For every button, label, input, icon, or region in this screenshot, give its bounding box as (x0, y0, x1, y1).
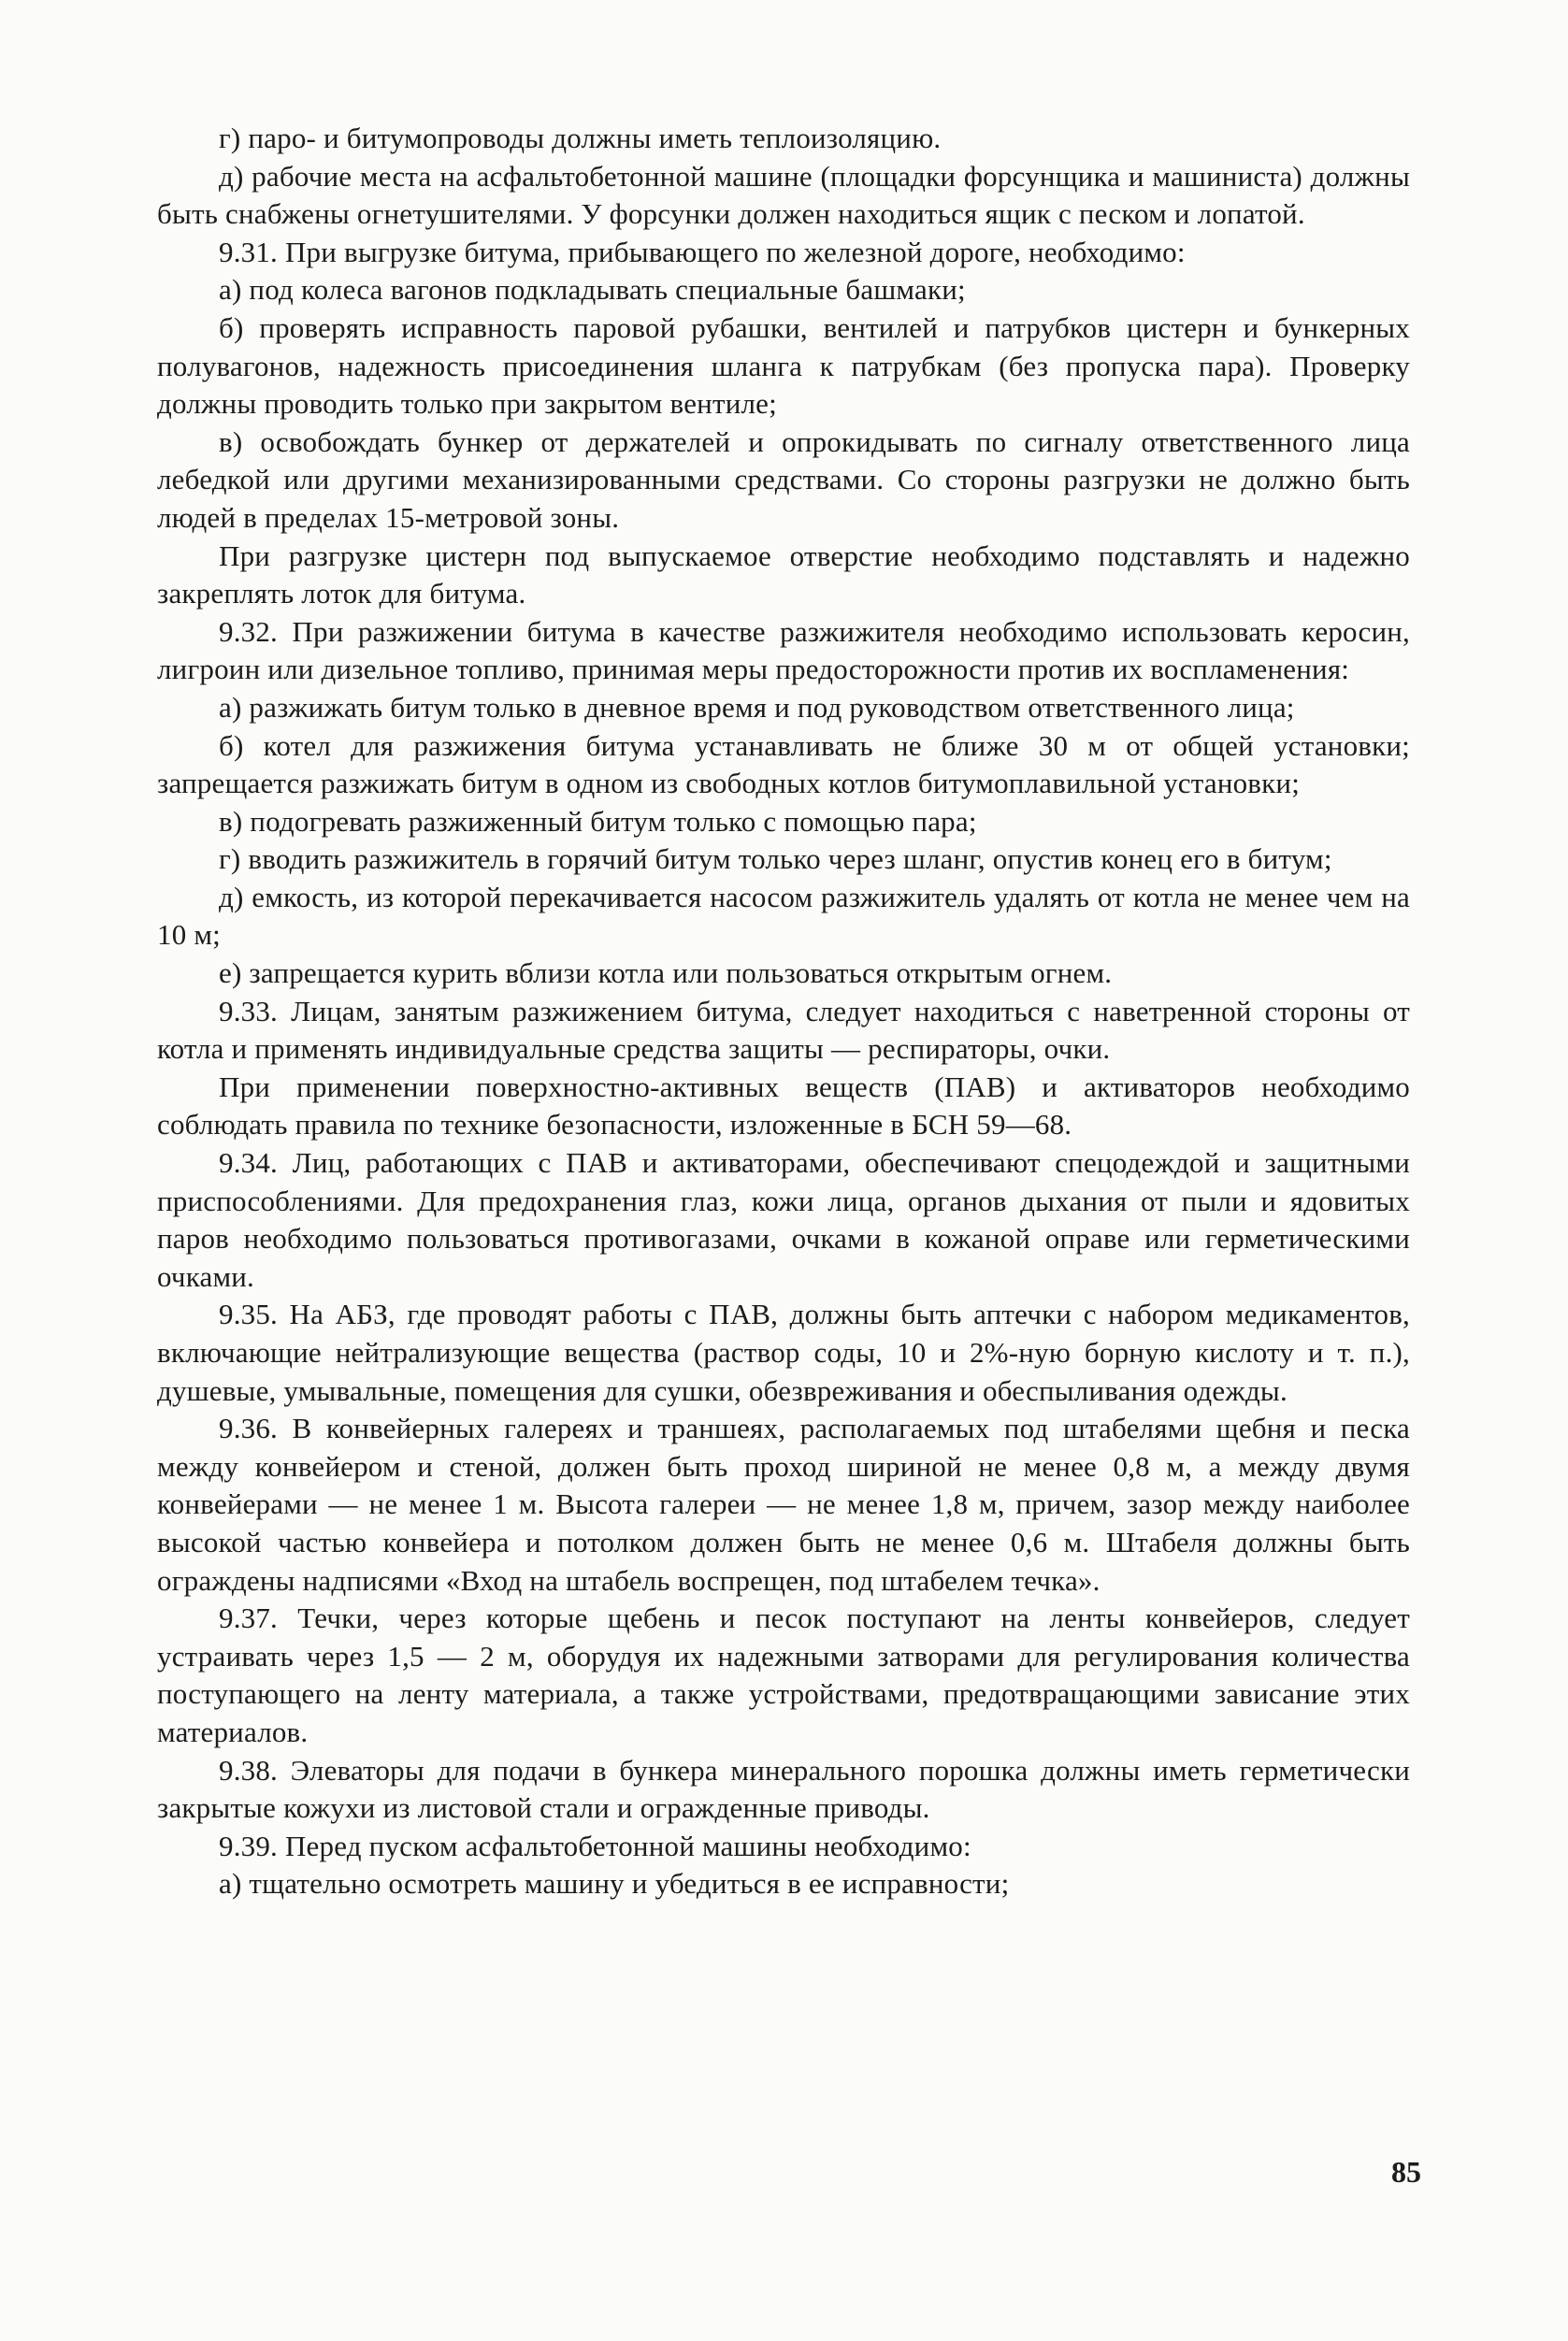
paragraph-9-36: 9.36. В конвейерных галереях и траншеях, располагаемых под штабелями щебня и песка между конвейером и стеной, должен быть проход шириной не менее 0,8 м, а между двумя конвейерами — не менее 1 м. Высота галереи — не менее 1,8 м, причем, зазор между наиболее высокой частью конвейера и потолком должен быть не менее 0,6 м. Штабеля должны быть ограждены надписями «Вход на штабель воспрещен, под штабелем течка». (157, 1412, 1410, 1597)
paragraph-9-31-b: б) проверять исправность паровой рубашки, вентилей и патрубков цистерн и бункерных полувагонов, надежность присоединения шланга к патрубкам (без пропуска пара). Проверку должны проводить только при закрытом вентиле; (157, 310, 1410, 421)
paragraph-9-35: 9.35. На АБЗ, где проводят работы с ПАВ, должны быть аптечки с набором медикаментов, включающие нейтрализующие вещества (раствор соды, 10 и 2%-ную борную кислоту и т. п.), душевые, умывальные, помещения для сушки, обезвреживания и обеспыливания одежды. (157, 1298, 1410, 1407)
paragraph-9-39-a: а) тщательно осмотреть машину и убедиться в ее исправности; (219, 1867, 1010, 1901)
page-number: 85 (1391, 2155, 1421, 2189)
paragraph-d-fire-extinguishers: д) рабочие места на асфальтобетонной машине (площадки форсунщика и машиниста) должны быть снабжены огнетушителями. У форсунки должен находиться ящик с песком и лопатой. (157, 159, 1410, 231)
paragraph-9-32-a: а) разжижать битум только в дневное время и под руководством ответственного лица; (219, 690, 1295, 724)
paragraph-9-37: 9.37. Течки, через которые щебень и песок поступают на ленты конвейеров, следует устраивать через 1,5 — 2 м, оборудуя их надежными затворами для регулирования количества поступающего на ленту материала, а также устройствами, предотвращающими зависание этих материалов. (157, 1601, 1410, 1748)
paragraph-9-31: 9.31. При выгрузке битума, прибывающего по железной дороге, необходимо: (219, 235, 1186, 268)
paragraph-9-32-g: г) вводить разжижитель в горячий битум только через шланг, опустив конец его в битум; (219, 842, 1332, 876)
paragraph-9-32-v: в) подогревать разжиженный битум только с помощью пара; (219, 804, 977, 838)
paragraph-surfactants: При применении поверхностно-активных веществ (ПАВ) и активаторов необходимо соблюдать правила по технике безопасности, изложенные в БСН 59—68. (157, 1070, 1410, 1142)
paragraph-9-34: 9.34. Лиц, работающих с ПАВ и активаторами, обеспечивают спецодеждой и защитными приспособлениями. Для предохранения глаз, кожи лица, органов дыхания от пыли и ядовитых паров необходимо пользоваться противогазами, очками в кожаной оправе или герметическими очками. (157, 1146, 1410, 1293)
paragraph-g-steam-bitumen-pipes: г) паро- и битумопроводы должны иметь теплоизоляцию. (219, 122, 942, 154)
paragraph-9-38: 9.38. Элеваторы для подачи в бункера минерального порошка должны иметь герметически закрытые кожухи из листовой стали и огражденные приводы. (157, 1753, 1410, 1825)
paragraph-9-31-v: в) освобождать бункер от держателей и опрокидывать по сигналу ответственного лица лебедкой или другими механизированными средствами. Со стороны разгрузки не должно быть людей в пределах 15-метровой зоны. (157, 424, 1410, 534)
paragraph-9-32-d: д) емкость, из которой перекачивается насосом разжижитель удалять от котла не менее чем на 10 м; (157, 880, 1410, 952)
body-text (157, 120, 1410, 1903)
paragraph-9-32: 9.32. При разжижении битума в качестве разжижителя необходимо использовать керосин, лигроин или дизельное топливо, принимая меры предосторожности против их воспламенения: (157, 614, 1410, 686)
paragraph-9-33: 9.33. Лицам, занятым разжижением битума, следует находиться с наветренной стороны от котла и применять индивидуальные средства защиты — респираторы, очки. (157, 994, 1410, 1066)
paragraph-9-39: 9.39. Перед пуском асфальтобетонной машины необходимо: (219, 1829, 971, 1862)
paragraph-tank-unloading: При разгрузке цистерн под выпускаемое отверстие необходимо подставлять и надежно закреплять лоток для битума. (157, 539, 1410, 610)
paragraph-9-31-a: а) под колеса вагонов подкладывать специальные башмаки; (219, 273, 966, 307)
paragraph-9-32-b: б) котел для разжижения битума устанавливать не ближе 30 м от общей установки; запрещается разжижать битум в одном из свободных котлов битумоплавильной установки; (157, 728, 1410, 800)
paragraph-9-32-e: е) запрещается курить вблизи котла или пользоваться открытым огнем. (219, 956, 1113, 990)
